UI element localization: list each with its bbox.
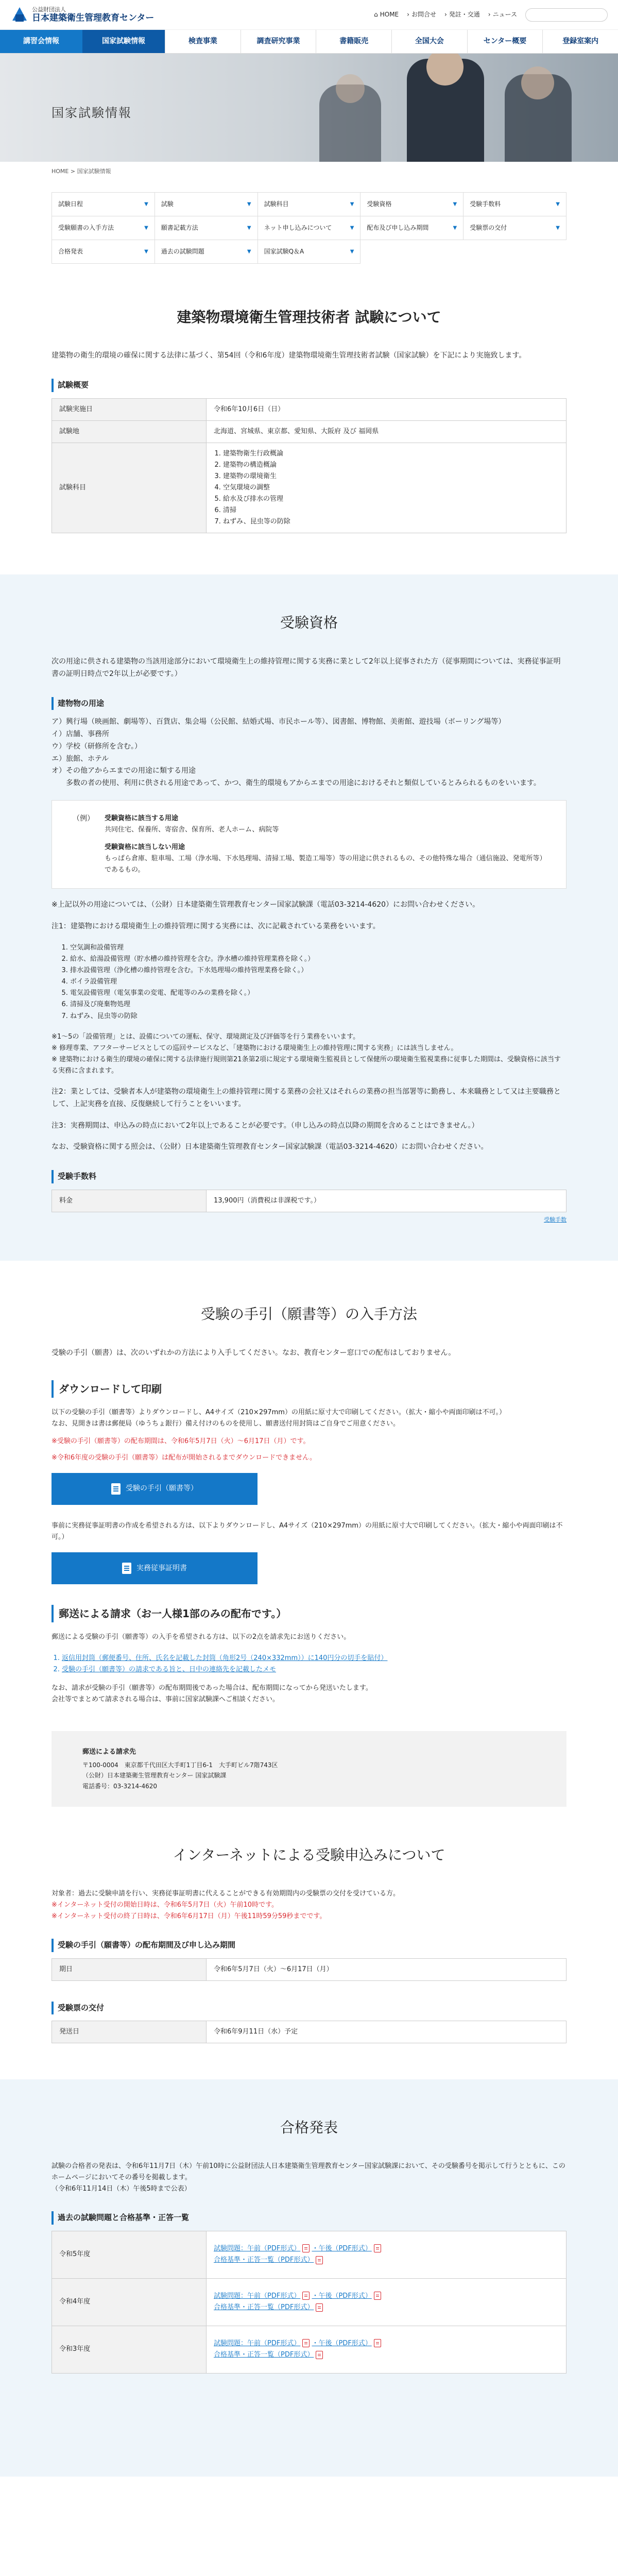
result-text: 試験の合格者の発表は、令和6年11月7日（木）午前10時に公益財団法人日本建築衛生管理教育センター国家試験課において、その受験番号を掲示して行うとともに、このホームページにおいてその番号を掲載します。 xyxy=(52,2162,565,2181)
past-exam-am-link[interactable]: 試験問題：午前（PDF形式） xyxy=(214,2244,301,2252)
list-item: 7. ねずみ、昆虫等の防除 xyxy=(70,1011,566,1022)
mail-heading: 郵送による請求（お一人様1部のみの配布です。） xyxy=(52,1605,566,1622)
example-label: （例） xyxy=(73,814,94,823)
note: ※上記以外の用途については、（公財）日本建築衛生管理教育センター国家試験課（電話03-3214-4620）にお問い合わせください。 xyxy=(52,901,480,909)
list-item: 7. ねずみ、昆虫等の防除 xyxy=(223,516,559,528)
chevron-right-icon: › xyxy=(444,11,447,19)
online-text: 対象者：過去に受験申請を行い、実務従事証明書に代えることができる有効期間内の受験票の交付を受けている方。 xyxy=(52,1889,400,1897)
chevron-down-icon: ▼ xyxy=(350,225,354,231)
note: 注2：業としては、受験者本人が建築物の環境衛生上の維持管理に関する業務の会社又はそれらの業務の担当部署等に勤務し、本来職務として又は主要職務として、上記実務を直接、反復継続して行うことをいいます。 xyxy=(52,1087,561,1108)
distribution-table xyxy=(52,1958,566,1981)
section-link-grid xyxy=(52,192,566,264)
note: 注1：建築物における環境衛生上の維持管理に関する実務には、次に記載されている業務をいいます。 xyxy=(52,922,380,931)
table-row: 試験地 北海道、宮城県、東京都、愛知県、大阪府 及び 福岡県 xyxy=(52,420,566,443)
pdf-icon xyxy=(374,2292,381,2300)
hero-person-head xyxy=(521,66,554,99)
download-certificate-button[interactable]: 実務従事証明書 xyxy=(52,1552,258,1584)
download-guide-button[interactable]: 受験の手引（願書等） xyxy=(52,1473,258,1505)
qualification-intro: 次の用途に供される建築物の当該用途部分において環境衛生上の維持管理に関する実務に業として2年以上従事された方（従事期間については、実務従事証明書の証明日時点で2年以上が必要です。） xyxy=(52,657,561,678)
list-item: 4. 空気環境の調整 xyxy=(223,482,559,494)
table-row: 料金 13,900円（消費税は非課税です。） xyxy=(52,1190,566,1212)
note: ※ 建築物における衛生的環境の確保に関する法律施行規則第21条第2項に規定する環境衛生監視員として保健所の環境衛生監視業務に従事した期間は、受験資格に該当する実務に含まれます。 xyxy=(52,1055,561,1075)
address-title: 郵送による請求先 xyxy=(82,1748,136,1756)
work-list xyxy=(52,942,566,1022)
ok-use-title: 受験資格に該当する用途 xyxy=(105,814,179,822)
logo-subtitle: 公益財団法人 xyxy=(32,6,66,13)
nav-item-research[interactable]: 調査研究事業 xyxy=(241,30,316,53)
past-exam-am-link[interactable]: 試験問題：午前（PDF形式） xyxy=(214,2292,301,2300)
nav-item-registration[interactable]: 登録室案内 xyxy=(542,30,618,53)
grid-link-ticket[interactable]: 受験票の交付 ▼ xyxy=(464,216,566,240)
chevron-down-icon: ▼ xyxy=(350,248,354,255)
subject-list xyxy=(214,448,559,528)
pdf-icon xyxy=(316,2351,323,2359)
list-item[interactable]: 1. 返信用封筒（郵便番号、住所、氏名を記載した封筒（角形2号（240×332mm））に140円分の切手を貼付） xyxy=(62,1653,566,1664)
list-item: ウ）学校（研修所を含む。） xyxy=(52,742,142,751)
logo-title: 日本建築衛生管理教育センター xyxy=(32,12,154,23)
ng-use-text: もっぱら倉庫、駐車場、工場（浄水場、下水処理場、清掃工場、製造工場等）等の用途に供されるもの、その他特殊な場合（通信施設、発電所等）であるもの。 xyxy=(105,855,543,874)
past-exam-heading: 過去の試験問題と合格基準・正答一覧 xyxy=(52,2211,566,2225)
overview-table xyxy=(52,398,566,534)
table-row: 発送日 令和6年9月11日（水）予定 xyxy=(52,2021,566,2043)
exam-title: 建築物環境衛生管理技術者 試験について xyxy=(177,308,441,326)
list-item: 6. 清掃及び廃棄物処理 xyxy=(70,999,566,1010)
list-item: イ）店舗、事務所 xyxy=(52,730,109,738)
address-line: 〒100-0004 東京都千代田区大手町1丁目6-1 大手町ビル7階743区 xyxy=(82,1761,278,1769)
nav-tab-seminar[interactable]: 講習会情報 xyxy=(0,30,82,53)
hero-person-head xyxy=(336,74,365,103)
list-item: 1. 建築物衛生行政概論 xyxy=(223,448,559,460)
list-item: 5. 電気設備管理（電気事業の変電、配電等のみの業務を除く。） xyxy=(70,988,566,999)
util-news[interactable]: › ニュース xyxy=(488,9,517,20)
note: ※ 修理専業、アフターサービスとしての巡回サービスなど、「建築物における環境衛生上の維持管理に関する実務」には該当しません。 xyxy=(52,1044,458,1052)
chevron-down-icon: ▼ xyxy=(556,201,560,207)
list-item: 3. 排水設備管理（浄化槽の維持管理を含む。下水処理場の維持管理業務を除く。） xyxy=(70,965,566,976)
pdf-icon xyxy=(316,2303,323,2312)
nav-item-inspection[interactable]: 検査事業 xyxy=(165,30,241,53)
past-exam-pm-link[interactable]: ・午後（PDF形式） xyxy=(312,2339,372,2347)
page-title: 国家試験情報 xyxy=(52,106,132,120)
list-item: 5. 給水及び排水の管理 xyxy=(223,494,559,505)
pdf-icon xyxy=(302,2244,310,2252)
note: ※1〜5の「設備管理」とは、設備についての運転、保守、環境測定及び評価等を行う業務をいいます。 xyxy=(52,1032,360,1041)
overview-heading: 試験概要 xyxy=(52,379,566,392)
hero-banner xyxy=(0,54,618,162)
download-text: 以下の受験の手引（願書等）よりダウンロードし、A4サイズ（210×297mm）の用紙に原寸大で印刷してください。（拡大・縮小や両面印刷は不可。） xyxy=(52,1408,506,1416)
pdf-icon xyxy=(302,2339,310,2347)
util-contact[interactable]: › お問合せ xyxy=(407,9,436,20)
pdf-icon xyxy=(374,2244,381,2252)
list-item: オ）その他アからエまでの用途に類する用途 xyxy=(52,767,196,775)
pdf-icon xyxy=(316,2256,323,2264)
mail-note: なお、請求が受験の手引（願書等）の配布期間後であった場合は、配布期間になってから発送いたします。 xyxy=(52,1684,372,1692)
building-use-heading: 建物物の用途 xyxy=(52,697,566,710)
address-line: 電話番号：03-3214-4620 xyxy=(82,1782,158,1790)
chevron-down-icon: ▼ xyxy=(247,248,251,255)
mail-note: 会社等でまとめて請求される場合は、事前に国家試験課へご相談ください。 xyxy=(52,1695,280,1703)
document-icon xyxy=(111,1483,121,1495)
grid-link-past[interactable]: 過去の試験問題 ▼ xyxy=(155,240,258,264)
list-item: エ）旅館、ホテル xyxy=(52,754,109,763)
list-item: 2. 建築物の構造概論 xyxy=(223,460,559,471)
search-input[interactable] xyxy=(525,8,608,22)
grid-link-schedule[interactable]: 試験日程 ▼ xyxy=(52,193,155,216)
qualification-title: 受験資格 xyxy=(280,614,338,632)
grid-link-result[interactable]: 合格発表 ▼ xyxy=(52,240,155,264)
guide-title: 受験の手引（願書等）の入手方法 xyxy=(200,1306,417,1323)
past-exam-pm-link[interactable]: ・午後（PDF形式） xyxy=(312,2244,372,2252)
grid-link-howto[interactable]: 願書記載方法 ▼ xyxy=(155,216,258,240)
exam-section xyxy=(52,305,566,575)
grid-link-subjects[interactable]: 試験科目 ▼ xyxy=(258,193,361,216)
grid-link-obtain[interactable]: 受験願書の入手方法 ▼ xyxy=(52,216,155,240)
mail-address-box xyxy=(52,1731,566,1807)
past-exam-pm-link[interactable]: ・午後（PDF形式） xyxy=(312,2292,372,2300)
chevron-down-icon: ▼ xyxy=(247,225,251,231)
nav-item-books[interactable]: 書籍販売 xyxy=(316,30,391,53)
chevron-down-icon: ▼ xyxy=(144,225,148,231)
grid-link-faq[interactable]: 国家試験Q＆A ▼ xyxy=(258,240,361,264)
chevron-down-icon: ▼ xyxy=(144,248,148,255)
past-exam-am-link[interactable]: 試験問題：午前（PDF形式） xyxy=(214,2339,301,2347)
table-row: 令和4年度 試験問題：午前（PDF形式） ・午後（PDF形式） 合格基準・正答一覧（PDF形式） xyxy=(52,2278,566,2326)
ticket-heading: 受験票の交付 xyxy=(52,2002,566,2015)
mail-list xyxy=(52,1653,566,1675)
fee-link[interactable]: 受験手数 xyxy=(544,1216,566,1223)
chevron-down-icon: ▼ xyxy=(247,201,251,207)
list-item: ア）興行場（映画館、劇場等）、百貨店、集会場（公民館、結婚式場、市民ホール等）、図書館、博物館、美術館、遊技場（ボーリング場等） xyxy=(52,718,506,726)
util-access[interactable]: › 発註・交通 xyxy=(444,9,480,20)
download-text: なお、見開きは書は郵便局（ゆうちょ銀行）備え付けのものを使用し、願書送付用封筒はご自身でご用意ください。 xyxy=(52,1419,400,1428)
grid-link-online[interactable]: ネット申し込みについて ▼ xyxy=(258,216,361,240)
past-exam-answer-link[interactable]: 合格基準・正答一覧（PDF形式） xyxy=(214,2256,314,2264)
table-row: 期日 令和6年5月7日（火）〜6月17日（月） xyxy=(52,1958,566,1980)
online-notice: ※インターネット受付の終了日時は、令和6年6月17日（月）午後11時59分59秒までです。 xyxy=(52,1912,327,1920)
chevron-down-icon: ▼ xyxy=(350,201,354,207)
pdf-icon xyxy=(374,2339,381,2347)
logo-mark-icon xyxy=(10,6,28,24)
breadcrumb: HOME > 国家試験情報 xyxy=(52,168,111,175)
table-row: 試験科目 1. 建築物衛生行政概論 2. 建築物の構造概論 3. 建築物の環境衛生 4. 空気環境の調整 5. 給水及び排水の管理 6. 清掃 7. ねずみ、昆虫等の防除 xyxy=(52,443,566,533)
note: なお、受験資格に関する照会は、（公財）日本建築衛生管理教育センター国家試験課（電話03-3214-4620）にお問い合わせください。 xyxy=(52,1143,488,1151)
site-header xyxy=(0,0,618,30)
chevron-right-icon: › xyxy=(488,11,491,19)
table-row: 試験実施日 令和6年10月6日（日） xyxy=(52,398,566,420)
list-item: 2. 給水、給湯設備管理（貯水槽の維持管理を含む。浄水槽の維持管理業務を除く。） xyxy=(70,954,566,965)
past-exam-answer-link[interactable]: 合格基準・正答一覧（PDF形式） xyxy=(214,2303,314,2312)
grid-link-period[interactable]: 配布及び申し込み期間 ▼ xyxy=(360,216,464,240)
online-title: インターネットによる受験申込みについて xyxy=(173,1846,445,1864)
guide-intro: 受験の手引（願書）は、次のいずれかの方法により入手してください。なお、教育センター窓口での配布はしておりません。 xyxy=(52,1349,456,1358)
list-item: 3. 建築物の環境衛生 xyxy=(223,471,559,482)
guide-section xyxy=(52,1261,566,2079)
download-notice: ※受験の手引（願書等）の配布期間は、令和6年5月7日（火）〜6月17日（月）です。 xyxy=(52,1437,310,1446)
qualification-section xyxy=(0,574,618,1261)
chevron-right-icon: › xyxy=(407,11,409,19)
list-item: 多数の者の使用、利用に供される用途であって、かつ、衛生的環境もアからエまでの用途におけるそれと類似しているとみられるものをいいます。 xyxy=(66,779,541,788)
chevron-down-icon: ▼ xyxy=(556,225,560,231)
ticket-table xyxy=(52,2021,566,2043)
exam-intro: 建築物の衛生的環境の確保に関する法律に基づく、第54回（令和6年度）建築物環境衛生管理技術者試験（国家試験）を下記により実施致します。 xyxy=(52,351,526,360)
ok-use-text: 共同住宅、保養所、寄宿舎、保育所、老人ホーム、病院等 xyxy=(105,825,279,834)
utility-links xyxy=(374,8,608,22)
grid-link-fee[interactable]: 受験手数料 ▼ xyxy=(464,193,566,216)
list-item: 4. ボイラ設備管理 xyxy=(70,976,566,988)
global-nav xyxy=(0,30,618,54)
site-logo[interactable] xyxy=(10,6,154,24)
result-section xyxy=(0,2079,618,2476)
note: 注3：実務期間は、申込みの時点において2年以上であることが必要です。（申し込みの時点以降の期間を含めることはできません。） xyxy=(52,1121,479,1130)
list-item: 6. 清掃 xyxy=(223,505,559,516)
fee-heading: 受験手数料 xyxy=(52,1170,566,1183)
distribution-heading: 受験の手引（願書等）の配布期間及び申し込み期間 xyxy=(52,1939,566,1952)
grid-link-qualification[interactable]: 受験資格 ▼ xyxy=(360,193,464,216)
download-heading: ダウンロードして印刷 xyxy=(52,1380,566,1398)
chevron-down-icon: ▼ xyxy=(144,201,148,207)
past-exam-answer-link[interactable]: 合格基準・正答一覧（PDF形式） xyxy=(214,2351,314,2359)
building-use-list xyxy=(52,716,566,790)
download-notice: ※令和6年度の受験の手引（願書等）は配布が開始されるまでダウンロードできません。 xyxy=(52,1454,316,1462)
home-icon: ⌂ xyxy=(374,11,378,19)
util-home[interactable]: ⌂ HOME xyxy=(374,9,399,20)
nav-item-convention[interactable]: 全国大会 xyxy=(391,30,467,53)
list-item: 1. 空気調和設備管理 xyxy=(70,942,566,954)
certificate-text: 事前に実務従事証明書の作成を希望される方は、以下よりダウンロードし、A4サイズ（210×297mm）の用紙に原寸大で印刷してください。（拡大・縮小や両面印刷は不可。） xyxy=(52,1522,563,1541)
table-row: 令和5年度 試験問題：午前（PDF形式） ・午後（PDF形式） 合格基準・正答一覧（PDF形式） xyxy=(52,2231,566,2278)
online-notice: ※インターネット受付の開始日時は、令和6年5月7日（火）午前10時です。 xyxy=(52,1901,279,1909)
ng-use-title: 受験資格に該当しない用途 xyxy=(105,843,185,852)
nav-tab-national-exam[interactable]: 国家試験情報 xyxy=(82,30,165,53)
chevron-down-icon: ▼ xyxy=(453,201,457,207)
result-title: 合格発表 xyxy=(280,2119,338,2137)
fee-table xyxy=(52,1190,566,1212)
grid-link-exam[interactable]: 試験 ▼ xyxy=(155,193,258,216)
document-icon xyxy=(122,1563,131,1574)
past-exam-table xyxy=(52,2231,566,2374)
mail-text: 郵送による受験の手引（願書等）の入手を希望される方は、以下の2点を請求先にお送りください。 xyxy=(52,1633,351,1641)
nav-item-about[interactable]: センター概要 xyxy=(467,30,543,53)
list-item[interactable]: 2. 受験の手引（願書等）の請求である旨と、日中の連絡先を記載したメモ xyxy=(62,1664,566,1675)
pdf-icon xyxy=(302,2292,310,2300)
example-box xyxy=(52,800,566,889)
result-text: （令和6年11月14日（木）午後5時まで公表） xyxy=(52,2184,191,2193)
chevron-down-icon: ▼ xyxy=(453,225,457,231)
table-row: 令和3年度 試験問題：午前（PDF形式） ・午後（PDF形式） 合格基準・正答一覧（PDF形式） xyxy=(52,2326,566,2373)
address-line: （公財）日本建築衛生管理教育センター 国家試験課 xyxy=(82,1772,227,1780)
